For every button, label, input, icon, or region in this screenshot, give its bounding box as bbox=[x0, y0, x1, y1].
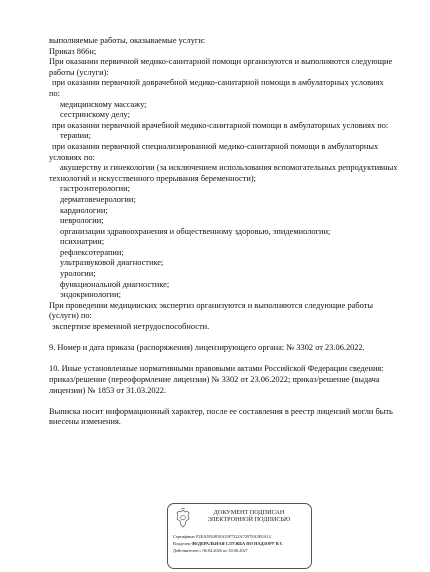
text-line: при оказании первичной доврачебной медико-санитарной помощи в амбулаторных условиях bbox=[52, 78, 384, 88]
section-9: 9. Номер и дата приказа (распоряжения) лицензирующего органа: № 3302 от 23.06.2022. bbox=[49, 343, 365, 353]
owner-value: ФЕДЕРАЛЬНАЯ СЛУЖБА ПО НАДЗОРУ В С bbox=[191, 541, 283, 547]
list-item: урологии; bbox=[60, 269, 96, 279]
list-item: дерматовенерологии; bbox=[60, 194, 136, 204]
e-signature-stamp bbox=[167, 503, 312, 569]
text-line: При проведении медицинских экспертиз организуются и выполняются следующие работы bbox=[49, 300, 373, 310]
section-10-line: приказ/решение (переоформление лицензии) № 3302 от 23.06.2022; приказ/решение (выдача bbox=[49, 375, 380, 384]
text-line: работы (услуги): bbox=[49, 67, 109, 77]
stamp-title-line: ДОКУМЕНТ ПОДПИСАН bbox=[213, 509, 285, 516]
text-line: при оказании первичной врачебной медико-санитарной помощи в амбулаторных условиях по: bbox=[52, 120, 389, 130]
text-line: выполняемые работы, оказываемые услуги: bbox=[49, 36, 206, 45]
list-item: сестринскому делу; bbox=[60, 110, 130, 120]
certificate-label: Сертификат bbox=[173, 534, 195, 539]
stamp-details bbox=[173, 533, 312, 555]
note-line: Выписка носит информационный характер, после ее составления в реестр лицензий могли быть bbox=[49, 406, 393, 416]
list-item: экспертизе временной нетрудоспособности. bbox=[52, 322, 210, 332]
list-item: эндокринологии; bbox=[60, 290, 121, 300]
certificate-row bbox=[173, 533, 312, 540]
certificate-value: F2EA5954818A35F7222A72978A5E0A12 bbox=[195, 534, 271, 539]
text-line: (услуги) по: bbox=[49, 311, 92, 321]
spacer bbox=[49, 354, 411, 365]
text-line: условиях по: bbox=[49, 152, 95, 162]
document-body bbox=[49, 36, 411, 428]
spacer bbox=[49, 333, 411, 344]
note-line: внесены изменения. bbox=[49, 417, 121, 427]
owner-row bbox=[173, 540, 312, 547]
list-item: организации здравоохранения и общественному здоровью, эпидемиологии; bbox=[60, 226, 331, 236]
stamp-title-line: ЭЛЕКТРОННОЙ ПОДПИСЬЮ bbox=[207, 516, 291, 524]
list-item: неврологии; bbox=[60, 216, 104, 226]
list-item: терапии; bbox=[60, 131, 91, 141]
section-10-line: 10. Иные установленные нормативными правовыми актами Российской Федерации сведения: bbox=[49, 364, 384, 374]
list-item: медицинскому массажу; bbox=[60, 99, 147, 109]
list-item: кардиологии; bbox=[60, 205, 108, 215]
list-item: функциональной диагностике; bbox=[60, 279, 170, 289]
spacer bbox=[49, 396, 411, 407]
list-item: рефлексотерапии; bbox=[60, 247, 124, 257]
list-item: акушерству и гинекологии (за исключением использования вспомогательных репродуктивных bbox=[60, 163, 398, 173]
list-item: гастроэнтерологии; bbox=[60, 184, 130, 194]
stamp-title bbox=[190, 509, 308, 524]
text-line: Приказ 866н; bbox=[49, 46, 97, 56]
text-line: При оказании первичной медико-санитарной помощи организуются и выполняются следующие bbox=[49, 57, 393, 67]
text-line: по: bbox=[49, 88, 60, 98]
validity-row: Действителен с 06.04.2026 по 30.06.2027 bbox=[173, 548, 248, 554]
list-item: психиатрии; bbox=[60, 237, 105, 247]
owner-label: Владелец bbox=[173, 541, 191, 547]
section-10-line: лицензии) № 1853 от 31.03.2022. bbox=[49, 385, 167, 395]
list-item: ультразвуковой диагностике; bbox=[60, 258, 164, 268]
text-line: технологий и искусственного прерывания беременности); bbox=[49, 173, 256, 183]
text-line: при оказании первичной специализированной медико-санитарной помощи в амбулаторных bbox=[52, 141, 379, 151]
coat-of-arms-icon bbox=[175, 508, 191, 528]
